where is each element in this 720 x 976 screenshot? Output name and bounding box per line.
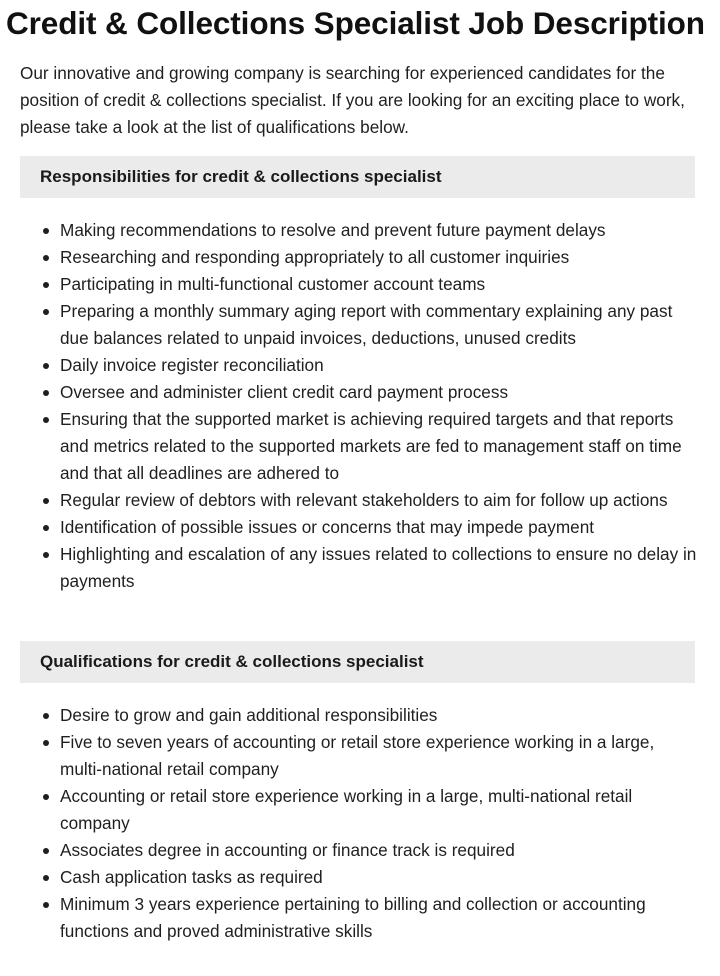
list-item <box>0 837 700 864</box>
bullet-icon <box>43 552 49 558</box>
list-item <box>0 244 700 271</box>
bullet-icon <box>43 363 49 369</box>
list-item <box>0 406 700 487</box>
list-item <box>0 217 700 244</box>
bullet-icon <box>43 525 49 531</box>
list-item <box>0 379 700 406</box>
qualifications-list <box>0 702 700 945</box>
list-item <box>0 783 700 837</box>
bullet-icon <box>43 255 49 261</box>
responsibilities-heading: Responsibilities for credit & collections specialist <box>20 156 695 198</box>
bullet-icon <box>43 498 49 504</box>
list-item <box>0 271 700 298</box>
list-item <box>0 891 700 945</box>
list-item-text: Making recommendations to resolve and prevent future payment delays <box>60 220 606 240</box>
qualifications-heading: Qualifications for credit & collections specialist <box>20 641 695 683</box>
list-item <box>0 702 700 729</box>
list-item <box>0 864 700 891</box>
list-item-text: Five to seven years of accounting or retail store experience working in a large, multi-national retail company <box>60 732 655 779</box>
list-item-text: Desire to grow and gain additional responsibilities <box>60 705 438 725</box>
list-item-text: Oversee and administer client credit card payment process <box>60 382 509 402</box>
bullet-icon <box>43 228 49 234</box>
list-item-text: Identification of possible issues or concerns that may impede payment <box>60 517 595 537</box>
list-item <box>0 298 700 352</box>
bullet-icon <box>43 390 49 396</box>
bullet-icon <box>43 875 49 881</box>
bullet-icon <box>43 794 49 800</box>
list-item-text: Cash application tasks as required <box>60 867 323 887</box>
list-item-text: Associates degree in accounting or finance track is required <box>60 840 515 860</box>
list-item <box>0 487 700 514</box>
bullet-icon <box>43 848 49 854</box>
list-item-text: Accounting or retail store experience working in a large, multi-national retail company <box>60 786 633 833</box>
list-item <box>0 729 700 783</box>
list-item-text: Minimum 3 years experience pertaining to billing and collection or accounting functions and proved administrative skills <box>60 894 646 941</box>
responsibilities-list <box>0 217 700 595</box>
page-title: Credit & Collections Specialist Job Description <box>6 5 705 41</box>
intro-paragraph: Our innovative and growing company is searching for experienced candidates for the position of credit & collections specialist. If you are looking for an exciting place to work, please take a look at the list of qualifications below. <box>20 63 685 137</box>
list-item <box>0 541 700 595</box>
list-item-text: Ensuring that the supported market is achieving required targets and that reports and metrics related to the supported markets are fed to management staff on time and that all deadlines are adhered to <box>60 409 682 483</box>
bullet-icon <box>43 309 49 315</box>
list-item <box>0 352 700 379</box>
list-item-text: Highlighting and escalation of any issues related to collections to ensure no delay in payments <box>60 544 697 591</box>
list-item-text: Researching and responding appropriately to all customer inquiries <box>60 247 570 267</box>
list-item-text: Preparing a monthly summary aging report with commentary explaining any past due balances related to unpaid invoices, deductions, unused credits <box>60 301 673 348</box>
bullet-icon <box>43 282 49 288</box>
bullet-icon <box>43 417 49 423</box>
bullet-icon <box>43 713 49 719</box>
list-item-text: Daily invoice register reconciliation <box>60 355 324 375</box>
bullet-icon <box>43 902 49 908</box>
list-item-text: Participating in multi-functional customer account teams <box>60 274 486 294</box>
list-item-text: Regular review of debtors with relevant stakeholders to aim for follow up actions <box>60 490 668 510</box>
list-item <box>0 514 700 541</box>
bullet-icon <box>43 740 49 746</box>
